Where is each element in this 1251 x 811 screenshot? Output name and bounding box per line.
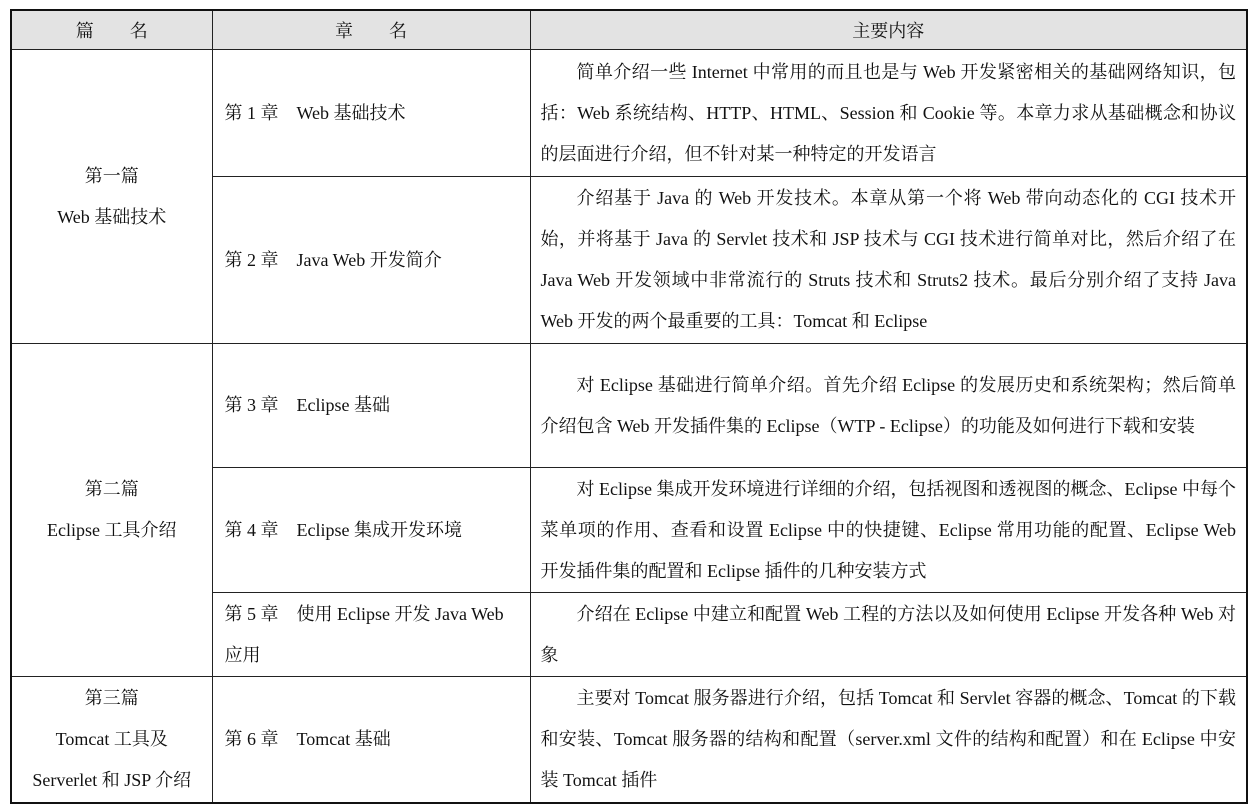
chapter-title-1: 第 1 章 Web 基础技术: [212, 50, 530, 177]
part-cell-2: [11, 344, 212, 677]
part-3-line-1: 第三篇: [84, 687, 139, 708]
chapter-title-2: 第 2 章 Java Web 开发简介: [212, 177, 530, 344]
header-content: 主要内容: [530, 10, 1247, 50]
chapter-content-3: 对 Eclipse 基础进行简单介绍。首先介绍 Eclipse 的发展历史和系统架构；然后简单介绍包含 Web 开发插件集的 Eclipse（WTP - Eclipse）的功能及如何进行下载和安装: [530, 344, 1247, 468]
chapter-title-4: 第 4 章 Eclipse 集成开发环境: [212, 468, 530, 593]
header-chapter: 章 名: [212, 10, 530, 50]
part-cell-3: [11, 677, 212, 803]
part-3-line-2: Tomcat 工具及: [55, 728, 168, 749]
part-2-line-1: 第二篇: [84, 479, 139, 499]
part-2-line-2: Eclipse 工具介绍: [47, 520, 177, 540]
table-row: [11, 50, 1247, 177]
header-row: [11, 10, 1247, 50]
chapter-title-5: 第 5 章 使用 Eclipse 开发 Java Web 应用: [212, 593, 530, 677]
chapter-title-6: 第 6 章 Tomcat 基础: [212, 677, 530, 803]
table-row: [11, 344, 1247, 468]
chapter-content-4: 对 Eclipse 集成开发环境进行详细的介绍，包括视图和透视图的概念、Eclipse 中每个菜单项的作用、查看和设置 Eclipse 中的快捷键、Eclipse 常用功能的配置、Eclipse Web 开发插件集的配置和 Eclipse 插件的几种安装方式: [530, 468, 1247, 593]
book-structure-table: [10, 9, 1248, 804]
chapter-content-6: 主要对 Tomcat 服务器进行介绍，包括 Tomcat 和 Servlet 容器的概念、Tomcat 的下载和安装、Tomcat 服务器的结构和配置（server.xml 文件的结构和配置）和在 Eclipse 中安装 Tomcat 插件: [530, 677, 1247, 803]
chapter-content-5: 介绍在 Eclipse 中建立和配置 Web 工程的方法以及如何使用 Eclipse 开发各种 Web 对象: [530, 593, 1247, 677]
header-part: 篇 名: [11, 10, 212, 50]
chapter-title-3: 第 3 章 Eclipse 基础: [212, 344, 530, 468]
part-1-line-2: Web 基础技术: [57, 206, 167, 227]
part-3-line-3: Serverlet 和 JSP 介绍: [32, 769, 192, 790]
part-cell-1: [11, 50, 212, 344]
chapter-content-2: 介绍基于 Java 的 Web 开发技术。本章从第一个将 Web 带向动态化的 CGI 技术开始，并将基于 Java 的 Servlet 技术和 JSP 技术与 CGI 技术进行简单对比，然后介绍了在 Java Web 开发领域中非常流行的 Struts 技术和 Struts2 技术。最后分别介绍了支持 Java Web 开发的两个最重要的工具：Tomcat 和 Eclipse: [530, 177, 1247, 344]
table-row: [11, 677, 1247, 803]
part-1-line-1: 第一篇: [84, 165, 139, 186]
chapter-content-1: 简单介绍一些 Internet 中常用的而且也是与 Web 开发紧密相关的基础网络知识，包括：Web 系统结构、HTTP、HTML、Session 和 Cookie 等。本章力求从基础概念和协议的层面进行介绍，但不针对某一种特定的开发语言: [530, 50, 1247, 177]
